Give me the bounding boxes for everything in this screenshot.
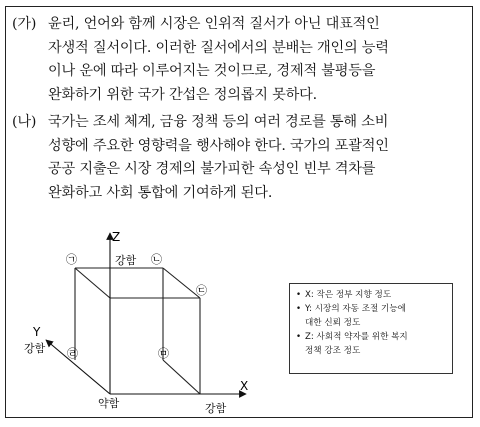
legend-text: Z: 사회적 약자를 위한 복지 (305, 332, 408, 342)
origin-weak-label: 약함 (98, 397, 120, 410)
passage-text: 완화하기 위한 국가 간섭은 정의롭지 못하다. (48, 86, 317, 103)
point-2: ㉡ (151, 253, 162, 266)
legend-text: Y: 시장의 자동 조절 기능에 (305, 304, 406, 314)
legend-continuation: 대한 신뢰 정도 (305, 318, 361, 328)
axis-legend (289, 283, 453, 374)
cube-edge (163, 360, 200, 394)
y-axis (46, 340, 110, 394)
passage-text: 완화하고 사회 통합에 기여하게 된다. (48, 184, 273, 201)
point-5: ㉤ (158, 347, 169, 360)
passage-text: 국가는 조세 체계, 금융 정책 등의 여러 경로를 통해 소비 (48, 114, 389, 130)
point-1: ㉠ (66, 253, 77, 266)
passage-tag-na: (나) (12, 114, 37, 130)
cube-edge (163, 268, 200, 298)
point-4: ㉣ (67, 347, 78, 360)
cube-edge (75, 268, 110, 298)
passage-text: 이나 운에 따라 이루어지는 것이므로, 경제적 불평등을 (48, 63, 376, 79)
z-axis-label: Z (112, 230, 121, 244)
passage-text: 윤리, 언어와 함께 시장은 인위적 질서가 아닌 대표적인 (48, 16, 380, 32)
legend-item-y: • Y: 시장의 자동 조절 기능에 (296, 304, 406, 314)
passage-tag-ga: (가) (12, 16, 37, 32)
passage-text: 공공 지출은 시장 경제의 불가피한 속성인 빈부 격차를 (48, 161, 376, 177)
legend-continuation: 정책 강조 정도 (305, 346, 361, 356)
y-strong-label: 강함 (24, 342, 46, 355)
passage-text: 자생적 질서이다. 이러한 질서에서의 분배는 개인의 능력 (48, 39, 389, 56)
passage-text: 성향에 주요한 영향력을 행사해야 한다. 국가의 포괄적인 (48, 137, 389, 154)
x-axis-label: X (240, 379, 249, 393)
point-3: ㉢ (196, 284, 207, 297)
legend-item-x: • X: 작은 정부 지향 정도 (296, 290, 392, 300)
y-axis-label: Y (33, 325, 41, 339)
x-strong-label: 강함 (205, 402, 227, 415)
legend-text: X: 작은 정부 지향 정도 (305, 290, 392, 300)
legend-item-z: • Z: 사회적 약자를 위한 복지 (296, 332, 408, 342)
z-strong-label: 강함 (115, 254, 137, 267)
